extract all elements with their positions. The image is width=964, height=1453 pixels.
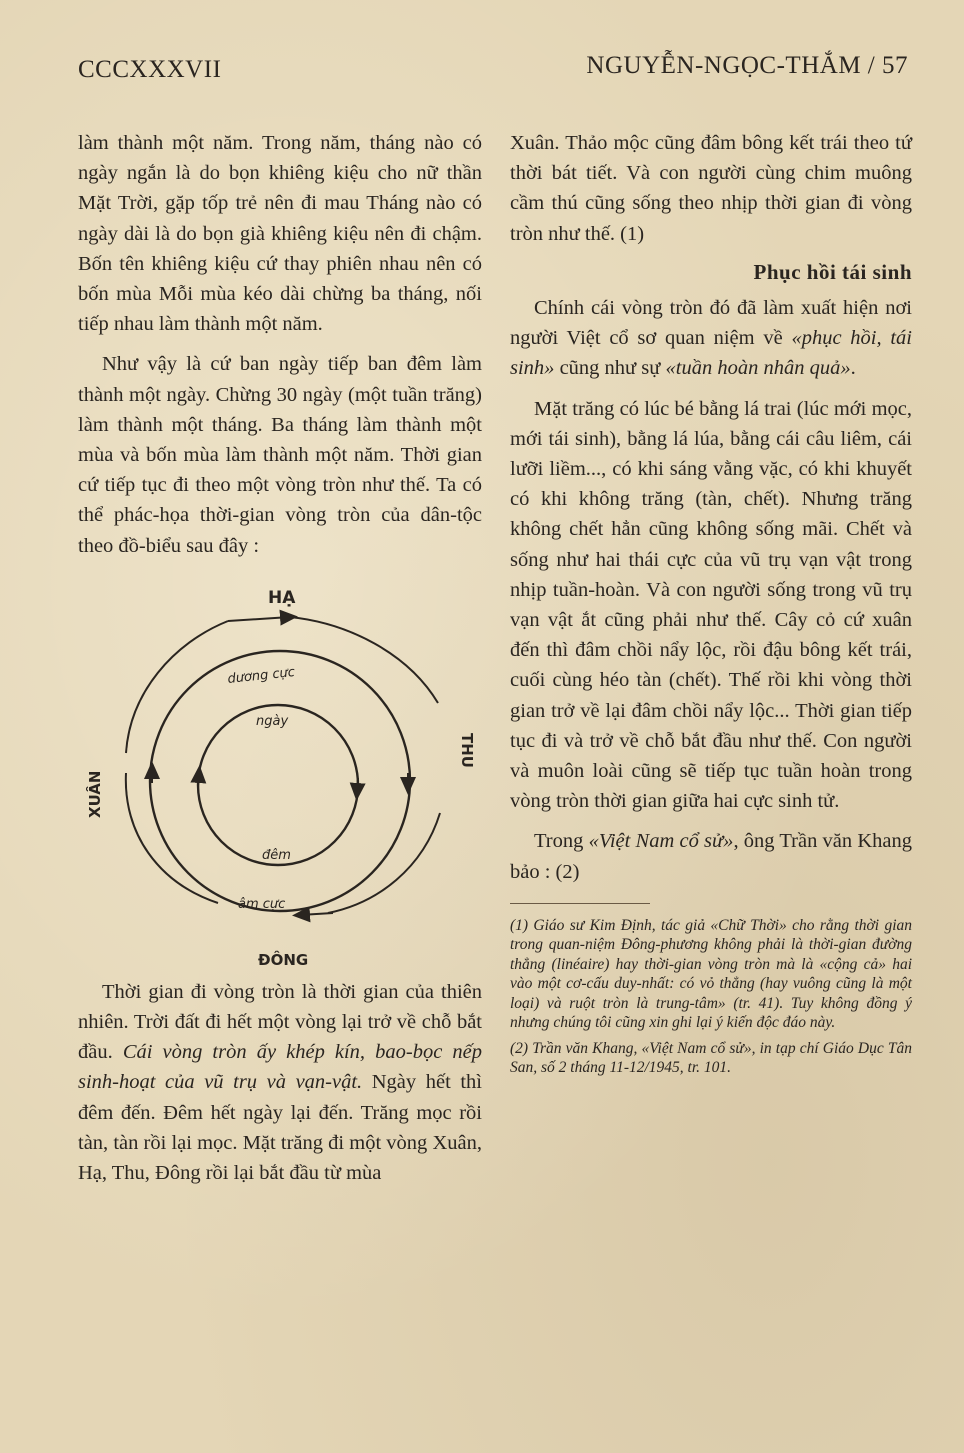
- label-yin-pole: âm cực: [238, 896, 286, 912]
- running-header: [78, 46, 908, 86]
- footnote-1: (1) Giáo sư Kim Định, tác giả «Chữ Thời» cho rằng thời gian trong quan-niệm Đông-phương không phải là thời-gian đường thẳng (linéaire) hay thời-gian vòng tròn mà là «cộng cả» hai vào một cơ-cấu duy-nhất: có vỏ thẳng (hay vuông cũng là một loại) và ruột tròn là trung-tâm» (tr. 41). Tuy không đồng ý nhưng chúng tôi cũng xin ghi lại ý kiến độc đáo này.: [510, 916, 912, 1032]
- outer-circle: [150, 651, 410, 911]
- top-arrow: [228, 617, 290, 621]
- section-heading: Phục hồi tái sinh: [753, 259, 912, 284]
- cycle-figure: [78, 573, 482, 973]
- paragraph: [510, 293, 912, 384]
- italic-run: «Việt Nam cổ sử»: [588, 830, 734, 853]
- footnote-2: (2) Trần văn Khang, «Việt Nam cổ sử», in tạp chí Giáo Dục Tân San, số 2 tháng 11-12/1945, tr. 101.: [510, 1039, 912, 1077]
- text-run: .: [850, 357, 856, 380]
- label-night: đêm: [262, 847, 291, 863]
- text-run: Chính cái vòng tròn đó đã làm xuất hiện nơi người Việt cổ sơ quan niệm về: [510, 297, 912, 350]
- section-number: CCCXXXVII: [78, 56, 222, 83]
- paragraph: Mặt trăng có lúc bé bằng lá trai (lúc mới mọc, mới tái sinh), bằng lá lúa, bằng cái câu liêm, cái lưỡi liềm..., có khi sáng vằng vặc, có khi khuyết có khi không trăng (tàn, chết). Nhưng trăng không chết hẳn cũng không sống mãi. Chết và sống như hai thái cực của vũ trụ vạn vật trong nhịp tuần-hoàn. Và con người sống trong vũ trụ vạn vật ắt cũng phải như thế. Cây cỏ cứ xuân đến thì đâm chồi nẩy lộc, rồi đậu bông kết trái, cuối cùng héo tàn (chết). Thế rồi khi vòng thời gian trở về lại đâm chồi nẩy lộc... Thời gian tiếp tục đi và trở về chỗ bắt đầu như thế. Con người và muôn loài cũng sẽ tiếp tục tuần hoàn trong vòng tròn thời gian giữa hai cực sinh tử.: [510, 397, 912, 813]
- text-run: , ông Trần văn Khang bảo : (2): [510, 830, 912, 883]
- label-winter: ĐÔNG: [258, 950, 309, 969]
- author-page-number: NGUYỄN-NGỌC-THẮM / 57: [586, 52, 908, 79]
- left-column: [78, 128, 482, 1188]
- label-yang-pole: dương cực: [226, 664, 296, 687]
- paragraph: [510, 826, 912, 886]
- text-run: Trong: [534, 830, 589, 853]
- right-column: [510, 128, 912, 1078]
- italic-run: «tuần hoàn nhân quả»: [665, 357, 851, 380]
- label-spring: XUÂN: [86, 770, 104, 818]
- paragraph: làm thành một năm. Trong năm, tháng nào có ngày ngắn là do bọn khiêng kiệu cho nữ thần Mặt Trời, gặp tốp trẻ nên đi mau Tháng nào có ngày dài là do bọn già khiêng kiệu nên đi chậm. Bốn tên khiêng kiệu cứ thay phiên nhau nên có bốn mùa Mỗi mùa kéo dài chừng ba tháng, nối tiếp nhau làm thành một năm.: [78, 132, 482, 336]
- footnotes: [510, 916, 912, 1078]
- paragraph: [78, 977, 482, 1188]
- italic-run: Cái vòng tròn ấy khép kín, bao-bọc nếp sinh-hoạt của vũ trụ và vạn-vật.: [78, 1041, 482, 1094]
- seasonal-cycle-diagram: [78, 573, 482, 973]
- paragraph: Xuân. Thảo mộc cũng đâm bông kết trái theo tứ thời bát tiết. Và con người cùng chim muông cầm thú cũng sống theo nhịp thời gian đi vòng tròn như thế. (1): [510, 132, 912, 245]
- label-summer: HẠ: [268, 587, 296, 608]
- footnote-rule: [510, 903, 650, 910]
- italic-run: «phục hồi, tái sinh»: [510, 327, 912, 380]
- text-run: Thời gian đi vòng tròn là thời gian của thiên nhiên. Trời đất đi hết một vòng lại trở về chỗ bắt đầu.: [78, 980, 482, 1064]
- bottom-arrow: [300, 913, 333, 915]
- text-run: Ngày hết thì đêm đến. Đêm hết ngày lại đến. Trăng mọc rồi tàn, tàn rồi lại mọc. Mặt trăng đi một vòng Xuân, Hạ, Thu, Đông rồi lại bắt đầu từ mùa: [78, 1071, 483, 1185]
- label-autumn: THU: [458, 732, 476, 768]
- label-day: ngày: [256, 713, 289, 729]
- inner-circle: [198, 705, 358, 865]
- text-run: cũng như sự: [554, 357, 666, 380]
- paragraph: Như vậy là cứ ban ngày tiếp ban đêm làm thành một ngày. Chừng 30 ngày (một tuần trăng) làm thành một tháng. Ba tháng làm thành một mùa và bốn mùa làm thành một năm. Thời gian cứ tiếp tục đi theo một vòng tròn như thế. Ta có thể phác-họa thời-gian vòng tròn của dân-tộc theo đồ-biểu sau đây :: [78, 353, 482, 557]
